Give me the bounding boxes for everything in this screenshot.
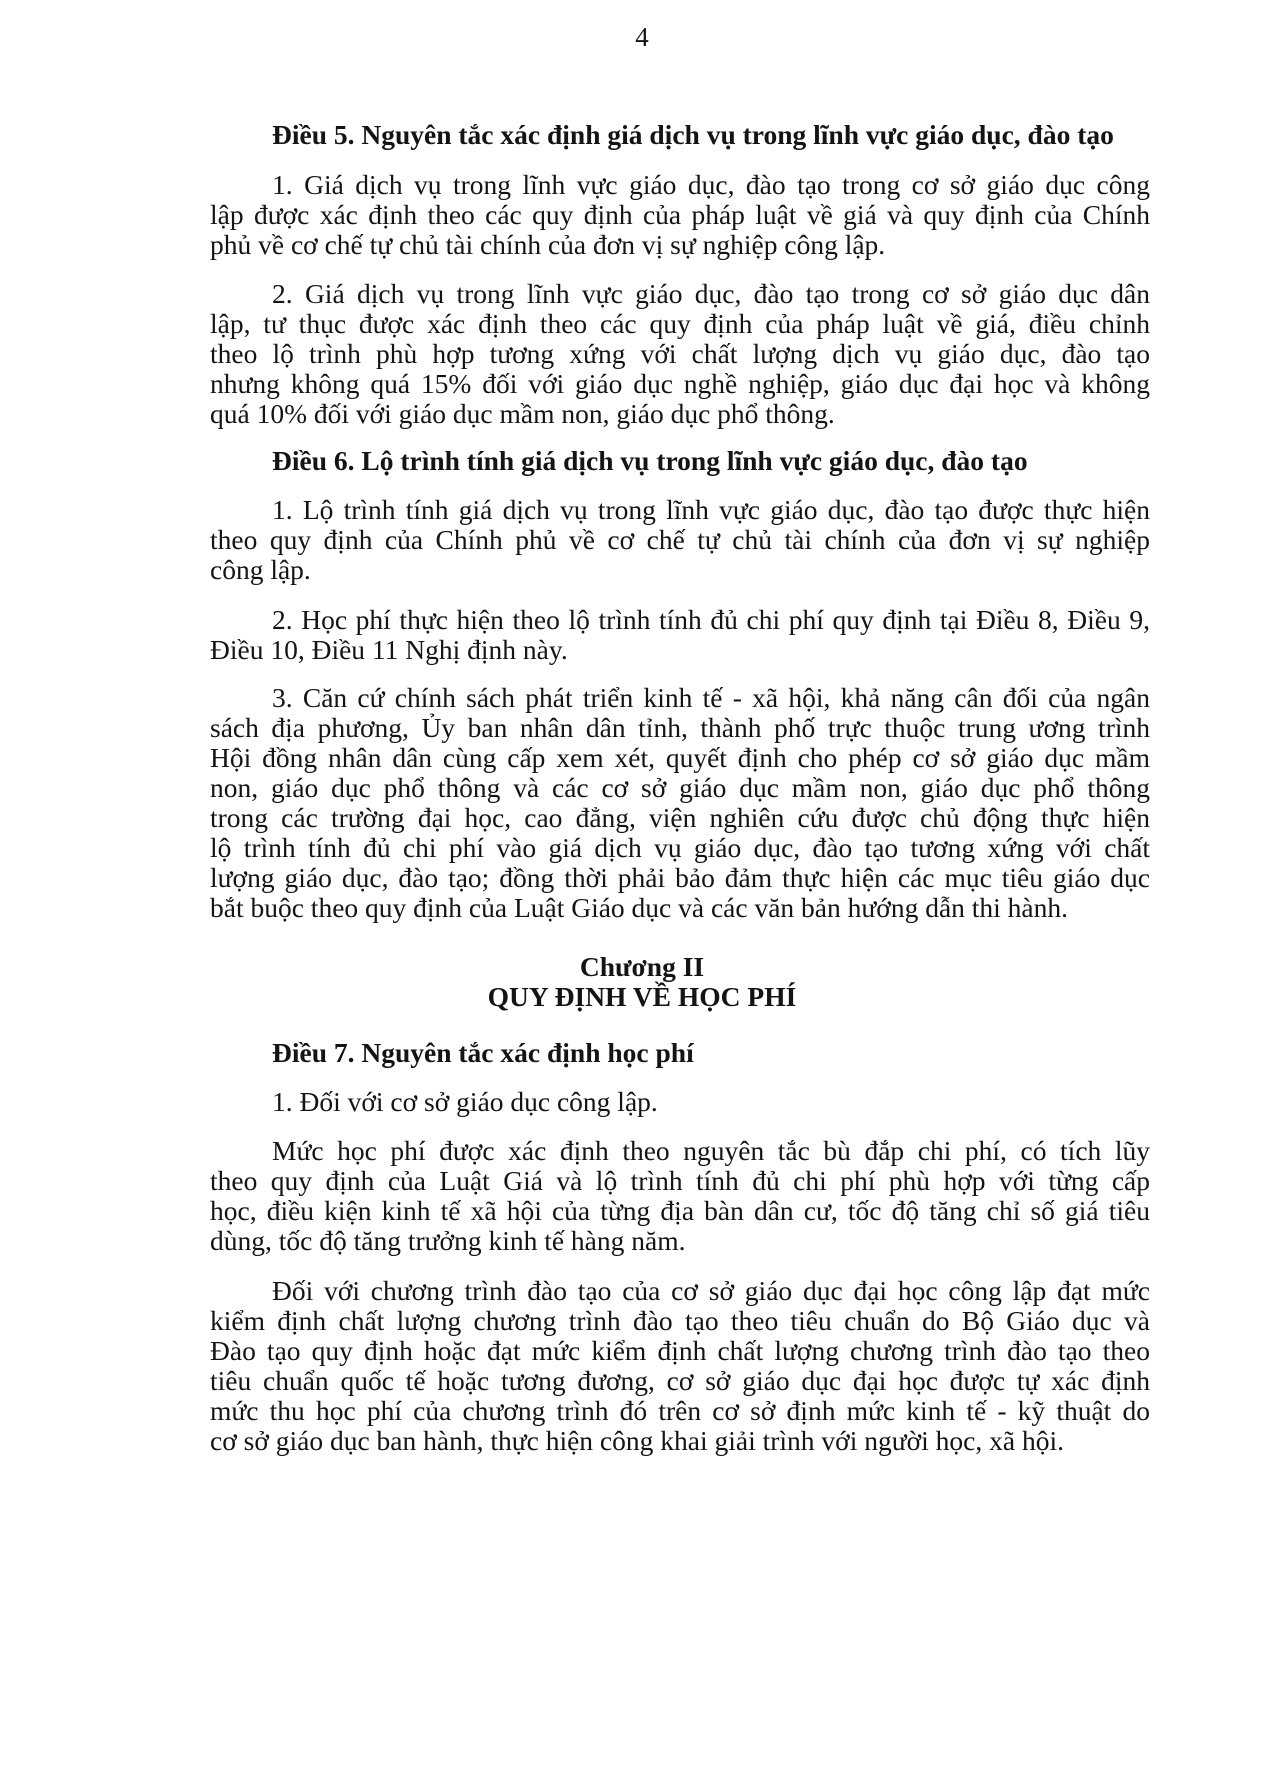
article-6-para-1-line: công lập. [210, 554, 311, 585]
article-6-para-1-line: theo quy định của Chính phủ về cơ chế tự chủ tài chính của đơn vị sự nghiệp [210, 524, 1150, 555]
article-5-heading: Điều 5. Nguyên tắc xác định giá dịch vụ trong lĩnh vực giáo dục, đào tạo [272, 119, 1114, 150]
article-6-para-3-line: lượng giáo dục, đào tạo; đồng thời phải bảo đảm thực hiện các mục tiêu giáo dục [210, 862, 1150, 893]
article-6-para-3-line: bắt buộc theo quy định của Luật Giáo dục và các văn bản hướng dẫn thi hành. [210, 892, 1069, 923]
article-6-para-3-line: sách địa phương, Ủy ban nhân dân tỉnh, thành phố trực thuộc trung ương trình [210, 712, 1150, 743]
chapter-number: Chương II [579, 951, 705, 982]
article-5-para-1-line: 1. Giá dịch vụ trong lĩnh vực giáo dục, đào tạo trong cơ sở giáo dục công [272, 169, 1150, 200]
article-6-para-3-line: 3. Căn cứ chính sách phát triển kinh tế - xã hội, khả năng cân đối của ngân [272, 682, 1150, 713]
article-7-heading: Điều 7. Nguyên tắc xác định học phí [272, 1037, 694, 1068]
article-6-para-2-line: Điều 10, Điều 11 Nghị định này. [210, 634, 568, 665]
article-5-para-2-line: 2. Giá dịch vụ trong lĩnh vực giáo dục, đào tạo trong cơ sở giáo dục dân [272, 278, 1150, 309]
article-7-para-3-line: Đối với chương trình đào tạo của cơ sở giáo dục đại học công lập đạt mức [272, 1275, 1150, 1306]
article-5-para-1-line: phủ về cơ chế tự chủ tài chính của đơn vị sự nghiệp công lập. [210, 229, 886, 260]
article-7-para-3-line: kiểm định chất lượng chương trình đào tạo theo tiêu chuẩn do Bộ Giáo dục và [210, 1305, 1150, 1336]
article-5-para-2-line: nhưng không quá 15% đối với giáo dục nghề nghiệp, giáo dục đại học và không [210, 368, 1150, 399]
article-6-para-3-line: trong các trường đại học, cao đẳng, viện nghiên cứu được chủ động thực hiện [210, 802, 1150, 833]
article-7-para-2-line: dùng, tốc độ tăng trưởng kinh tế hàng năm. [210, 1225, 686, 1256]
article-5-para-2-line: quá 10% đối với giáo dục mầm non, giáo dục phổ thông. [210, 398, 835, 429]
article-7-para-2-line: theo quy định của Luật Giá và lộ trình tính đủ chi phí phù hợp với từng cấp [210, 1165, 1150, 1196]
article-7-para-3-line: mức thu học phí của chương trình đó trên cơ sở định mức kinh tế - kỹ thuật do [210, 1395, 1150, 1426]
article-6-para-3-line: non, giáo dục phổ thông và các cơ sở giáo dục mầm non, giáo dục phổ thông [210, 772, 1150, 803]
article-7-para-3-line: tiêu chuẩn quốc tế hoặc tương đương, cơ sở giáo dục đại học được tự xác định [210, 1365, 1150, 1396]
article-7-para-3-line: Đào tạo quy định hoặc đạt mức kiểm định chất lượng chương trình đào tạo theo [210, 1335, 1150, 1366]
article-6-para-1-line: 1. Lộ trình tính giá dịch vụ trong lĩnh vực giáo dục, đào tạo được thực hiện [272, 494, 1150, 525]
article-7-para-2-line: Mức học phí được xác định theo nguyên tắc bù đắp chi phí, có tích lũy [272, 1135, 1150, 1166]
chapter-title: QUY ĐỊNH VỀ HỌC PHÍ [487, 981, 797, 1012]
article-6-para-3-line: lộ trình tính đủ chi phí vào giá dịch vụ giáo dục, đào tạo tương xứng với chất [210, 832, 1150, 863]
article-5-para-2-line: lập, tư thục được xác định theo các quy định của pháp luật về giá, điều chỉnh [210, 308, 1150, 339]
article-7-para-1-line: 1. Đối với cơ sở giáo dục công lập. [272, 1086, 658, 1117]
article-5-para-1-line: lập được xác định theo các quy định của pháp luật về giá và quy định của Chính [210, 199, 1150, 230]
article-5-para-2-line: theo lộ trình phù hợp tương xứng với chất lượng dịch vụ giáo dục, đào tạo [210, 338, 1150, 369]
article-6-para-3-line: Hội đồng nhân dân cùng cấp xem xét, quyết định cho phép cơ sở giáo dục mầm [210, 742, 1150, 773]
article-7-para-2-line: học, điều kiện kinh tế xã hội của từng địa bàn dân cư, tốc độ tăng chỉ số giá tiêu [210, 1195, 1150, 1226]
article-7-para-3-line: cơ sở giáo dục ban hành, thực hiện công khai giải trình với người học, xã hội. [210, 1425, 1064, 1456]
article-6-heading: Điều 6. Lộ trình tính giá dịch vụ trong lĩnh vực giáo dục, đào tạo [272, 445, 1028, 476]
article-6-para-2-line: 2. Học phí thực hiện theo lộ trình tính đủ chi phí quy định tại Điều 8, Điều 9, [272, 604, 1150, 635]
page-number: 4 [635, 22, 649, 52]
